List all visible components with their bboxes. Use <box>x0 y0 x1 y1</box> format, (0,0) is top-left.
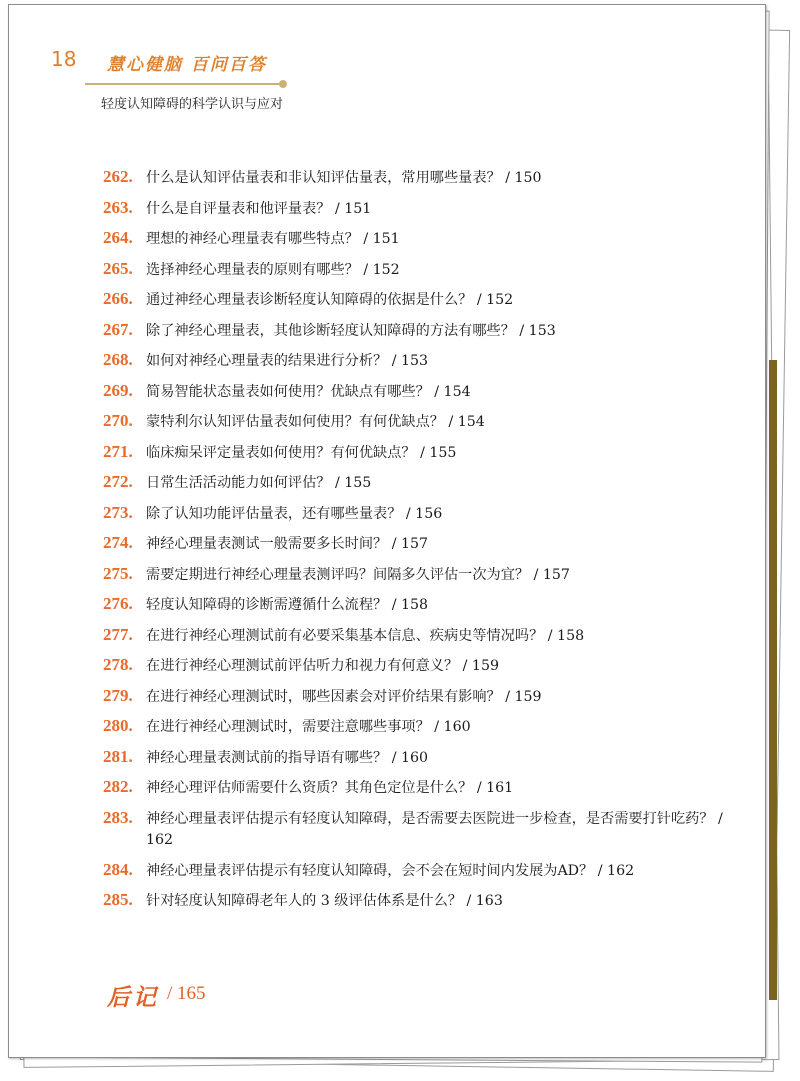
toc-entry[interactable] <box>103 747 743 770</box>
toc-entry-title: 神经心理量表评估提示有轻度认知障碍，是否需要去医院进一步检查，是否需要打针吃药？ / 162 <box>146 810 723 848</box>
toc-entry-title: 通过神经心理量表诊断轻度认知障碍的依据是什么？ / 152 <box>146 292 514 308</box>
toc-entry-title: 什么是认知评估量表和非认知评估量表，常用哪些量表？ / 150 <box>146 170 542 186</box>
toc-entry-number: 275. <box>103 563 133 583</box>
toc-entry-number: 281. <box>103 746 133 766</box>
toc-entry-number: 274. <box>103 533 133 552</box>
toc-entry[interactable] <box>103 350 743 373</box>
toc-entry[interactable] <box>103 777 743 800</box>
toc-entry[interactable] <box>103 411 743 434</box>
toc-entry-number: 279. <box>103 685 133 705</box>
toc-entry[interactable] <box>103 198 743 221</box>
toc-entry-title: 在进行神经心理测试时，需要注意哪些事项？ / 160 <box>146 719 471 735</box>
toc-entry-title: 理想的神经心理量表有哪些特点？ / 151 <box>146 231 400 247</box>
toc-entry-number: 282. <box>103 777 133 796</box>
toc-entry-title: 除了神经心理量表，其他诊断轻度认知障碍的方法有哪些？ / 153 <box>146 322 556 339</box>
afterword-page: / 165 <box>167 983 206 1004</box>
toc-entry-number: 268. <box>103 350 133 369</box>
toc-entry-number: 263. <box>103 197 133 217</box>
series-title: 慧心健脑 百问百答 <box>107 55 267 75</box>
toc-entry[interactable] <box>103 655 743 678</box>
book-edge-strip <box>769 360 777 1000</box>
toc-entry-title: 针对轻度认知障碍老年人的 3 级评估体系是什么？ / 163 <box>146 893 503 909</box>
toc-entry-number: 272. <box>103 472 133 491</box>
toc-entry[interactable] <box>103 625 743 648</box>
toc-entry[interactable] <box>103 594 743 617</box>
toc-entry[interactable] <box>103 320 743 343</box>
toc-entry-title: 在进行神经心理测试前评估听力和视力有何意义？ / 159 <box>146 658 500 674</box>
toc-entry-title: 神经心理量表测试前的指导语有哪些？ / 160 <box>146 749 429 766</box>
header-rule-dot <box>279 80 287 88</box>
header-rule <box>85 83 285 85</box>
toc-entry[interactable] <box>103 167 743 190</box>
toc-entry[interactable] <box>103 228 743 251</box>
toc-entry-number: 267. <box>103 319 133 339</box>
toc-entry-number: 285. <box>103 890 133 909</box>
toc-entry[interactable] <box>103 503 743 526</box>
toc-entry-number: 262. <box>103 167 133 186</box>
toc-entry-number: 264. <box>103 228 133 247</box>
toc-entry[interactable] <box>103 890 743 913</box>
toc-entry[interactable] <box>103 259 743 282</box>
toc-entry[interactable] <box>103 381 743 404</box>
toc-entry-number: 277. <box>103 624 133 644</box>
toc-entry[interactable] <box>103 716 743 739</box>
toc-entry-number: 276. <box>103 594 133 613</box>
book-subtitle: 轻度认知障碍的科学认识与应对 <box>101 97 284 112</box>
toc-entry-number: 273. <box>103 502 133 522</box>
toc-entry-title: 神经心理评估师需要什么资质？其角色定位是什么？ / 161 <box>146 780 514 796</box>
toc-entry-title: 除了认知功能评估量表，还有哪些量表？ / 156 <box>146 505 443 522</box>
toc-entry-title: 蒙特利尔认知评估量表如何使用？有何优缺点？ / 154 <box>146 414 485 430</box>
toc-entry[interactable] <box>103 860 743 883</box>
page-number: 18 <box>51 47 77 71</box>
toc-entry-title: 需要定期进行神经心理量表测评吗？间隔多久评估一次为宜？ / 157 <box>146 566 570 583</box>
toc-entry-number: 269. <box>103 380 133 400</box>
toc-entry[interactable] <box>103 472 743 495</box>
toc-entry-number: 278. <box>103 655 133 674</box>
toc-entry[interactable] <box>103 564 743 587</box>
toc-entry-title: 神经心理量表评估提示有轻度认知障碍，会不会在短时间内发展为AD？ / 162 <box>146 862 635 879</box>
toc-entry-number: 265. <box>103 258 133 278</box>
toc-entry-title: 日常生活活动能力如何评估？ / 155 <box>146 475 372 491</box>
toc-entry[interactable] <box>103 686 743 709</box>
toc-page <box>8 4 766 1058</box>
toc-list <box>103 167 743 921</box>
toc-entry[interactable] <box>103 442 743 465</box>
toc-entry-number: 266. <box>103 289 133 308</box>
toc-entry[interactable] <box>103 808 743 852</box>
toc-entry-title: 神经心理量表测试一般需要多长时间？ / 157 <box>146 536 429 552</box>
toc-entry-title: 选择神经心理量表的原则有哪些？ / 152 <box>146 261 400 278</box>
toc-entry-number: 280. <box>103 716 133 735</box>
toc-entry-number: 270. <box>103 411 133 430</box>
toc-entry[interactable] <box>103 533 743 556</box>
toc-entry[interactable] <box>103 289 743 312</box>
toc-entry-title: 临床痴呆评定量表如何使用？有何优缺点？ / 155 <box>146 444 457 461</box>
toc-entry-number: 284. <box>103 859 133 879</box>
page-header <box>9 5 765 115</box>
toc-entry-title: 在进行神经心理测试时，哪些因素会对评价结果有影响？ / 159 <box>146 688 542 705</box>
toc-entry-title: 如何对神经心理量表的结果进行分析？ / 153 <box>146 353 429 369</box>
toc-entry-number: 271. <box>103 441 133 461</box>
toc-entry-number: 283. <box>103 807 133 827</box>
toc-entry-title: 什么是自评量表和他评量表？ / 151 <box>146 200 372 217</box>
toc-entry-title: 在进行神经心理测试前有必要采集基本信息、疾病史等情况吗？ / 158 <box>146 627 585 644</box>
afterword-title[interactable]: 后记 <box>107 984 159 1011</box>
toc-entry-title: 简易智能状态量表如何使用？优缺点有哪些？ / 154 <box>146 383 471 400</box>
toc-entry-title: 轻度认知障碍的诊断需遵循什么流程？ / 158 <box>146 597 429 613</box>
